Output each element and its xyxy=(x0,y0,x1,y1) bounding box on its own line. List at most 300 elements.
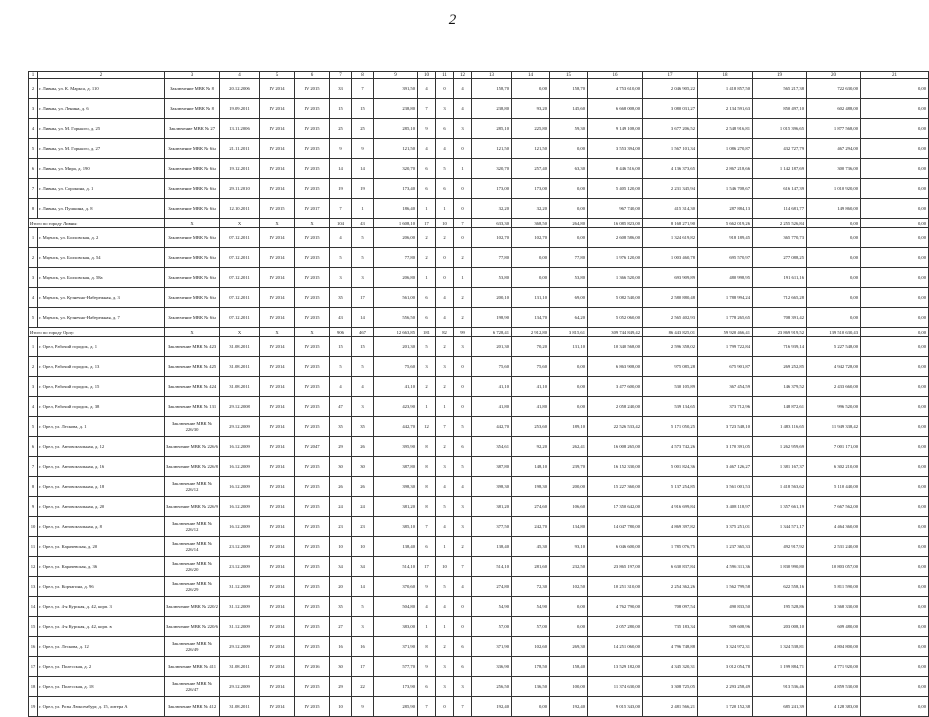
cell-area-municipal: 200,00 xyxy=(550,477,588,497)
cell-rooms-total: 6 xyxy=(418,677,436,697)
cell-area-private: 225,80 xyxy=(512,119,550,139)
cell-residents-total: 10 xyxy=(330,697,352,717)
cell-area-total: 387,80 xyxy=(472,457,512,477)
cell-address: г. Орел, ул. 4-я Курская, д. 42, корп. 3 xyxy=(38,597,165,617)
cell-address: г. Орел, ул. Лескова, д. 1 xyxy=(38,417,165,437)
cell-cost-local: 23 869 919,52 xyxy=(753,328,807,337)
cell-cost-fund: 4 916 699,84 xyxy=(643,497,698,517)
cell-cost-extra: 0,00 xyxy=(807,288,861,308)
cell-area-total: 238,80 xyxy=(472,99,512,119)
cell-rooms-municipal: 1 xyxy=(454,159,472,179)
cell-cost-extra: 7 001 171,00 xyxy=(807,437,861,457)
cell-rooms-municipal: 7 xyxy=(454,557,472,577)
cell-cost-region: 287 884,13 xyxy=(698,199,753,219)
cell-cost-fund: 1 785 076,75 xyxy=(643,537,698,557)
cell-cost-local: 1 015 396,65 xyxy=(753,119,807,139)
cell-row-number: 3 xyxy=(29,377,38,397)
cell-quarter-end: IV 2015 xyxy=(295,308,330,328)
cell-rooms-private: 4 xyxy=(436,597,454,617)
cell-document-date: 29.11.2010 xyxy=(220,179,260,199)
cell-quarter-start: IV 2014 xyxy=(260,417,295,437)
cell-rooms-municipal: 7 xyxy=(454,697,472,717)
cell-cost-fund: 5 171 050,25 xyxy=(643,417,698,437)
cell-document-date: 07.12.2011 xyxy=(220,248,260,268)
cell-row-number: 9 xyxy=(29,497,38,517)
cell-residents-total: 43 xyxy=(330,308,352,328)
cell-document-date: 23.12.2009 xyxy=(220,557,260,577)
table-row xyxy=(29,597,929,617)
cell-cost-other: 0,00 xyxy=(861,119,929,139)
cell-cost-local: 203 008,10 xyxy=(753,617,807,637)
cell-row-number: 4 xyxy=(29,288,38,308)
cell-cost-local: 716 939,14 xyxy=(753,337,807,357)
cell-total-area: 395,90 xyxy=(374,437,418,457)
cell-quarter-end: IV 2015 xyxy=(295,139,330,159)
cell-cost-extra: 0,00 xyxy=(807,228,861,248)
subtotal-label: Итого по городу Ливны: xyxy=(29,219,165,228)
cell-document-date: 07.12.2011 xyxy=(220,308,260,328)
cell-quarter-start: IV 2014 xyxy=(260,697,295,717)
cell-document-date: 16.12.2009 xyxy=(220,497,260,517)
cell-quarter-end: IV 2016 xyxy=(295,657,330,677)
cell-area-total: 514,10 xyxy=(472,557,512,577)
cell-total-area: 186,40 xyxy=(374,199,418,219)
cell-document: Заключение МВК № 6/н xyxy=(165,139,220,159)
cell-document: Заключение МВК № 226/30 xyxy=(165,417,220,437)
cell-document-date: 29.12.2009 xyxy=(220,417,260,437)
cell-cost-fund: 3 677 206,52 xyxy=(643,119,698,139)
cell-document-date: 31.08.2011 xyxy=(220,377,260,397)
cell-rooms-municipal: 2 xyxy=(454,537,472,557)
cell-rooms-municipal: 6 xyxy=(454,437,472,457)
cell-total-area: 285,90 xyxy=(374,697,418,717)
cell-cost-region: 3 324 972,31 xyxy=(698,637,753,657)
cell-rooms-municipal: 4 xyxy=(454,79,472,99)
cell-total-area: 504,80 xyxy=(374,597,418,617)
cell-quarter-end: IV 2015 xyxy=(295,517,330,537)
cell-area-total: 77,80 xyxy=(472,248,512,268)
cell-rooms-private: 4 xyxy=(436,477,454,497)
cell-rooms-total: 8 xyxy=(418,637,436,657)
cell-rooms-total: 9 xyxy=(418,577,436,597)
cell-rooms-total: 6 xyxy=(418,179,436,199)
cell-residents-total: 34 xyxy=(330,557,352,577)
cell-area-private: 93,20 xyxy=(512,99,550,119)
cell-row-number: 7 xyxy=(29,457,38,477)
cell-cost-region: 1 778 265,65 xyxy=(698,308,753,328)
cell-cost-region: 1 720 152,38 xyxy=(698,697,753,717)
cell-total-area: 442,70 xyxy=(374,417,418,437)
cell-cost-other: 0,00 xyxy=(861,617,929,637)
cell-cost-local: 1 381 167,37 xyxy=(753,457,807,477)
cell-cost-fund: 8 168 271,90 xyxy=(643,219,698,228)
table-row xyxy=(29,248,929,268)
cell-document-date: 13.11.2006 xyxy=(220,119,260,139)
cell-area-total: 354,61 xyxy=(472,437,512,457)
table-row xyxy=(29,537,929,557)
cell-area-private: 134,70 xyxy=(512,308,550,328)
housing-resettlement-table xyxy=(28,71,929,717)
cell-document: Заключение МВК № 226/29 xyxy=(165,577,220,597)
cell-quarter-end: IV 2015 xyxy=(295,497,330,517)
cell-rooms-private: 3 xyxy=(436,357,454,377)
cell-quarter-end: IV 2015 xyxy=(295,288,330,308)
cell-cost-other: 0,00 xyxy=(861,537,929,557)
column-number-5: 5 xyxy=(260,72,295,79)
cell-total-area: 577,70 xyxy=(374,657,418,677)
cell-cost-local: 1 830 990,80 xyxy=(753,557,807,577)
cell-residents-total: 30 xyxy=(330,457,352,477)
cell-residents-relocated: 14 xyxy=(352,159,374,179)
cell-quarter-start: IV 2014 xyxy=(260,268,295,288)
cell-row-number: 13 xyxy=(29,577,38,597)
cell-row-number: 4 xyxy=(29,397,38,417)
cell-cost-local: 1 418 563,62 xyxy=(753,477,807,497)
cell-area-private: 57,00 xyxy=(512,617,550,637)
cell-cost-region: 367 454,59 xyxy=(698,377,753,397)
cell-rooms-total: 1 xyxy=(418,199,436,219)
cell-quarter-end: IV 2015 xyxy=(295,577,330,597)
cell-quarter-start: IV 2014 xyxy=(260,477,295,497)
cell-area-total: 6 728,41 xyxy=(472,328,512,337)
cell-cost-region: 5 662 019,26 xyxy=(698,219,753,228)
cell-rooms-municipal: 99 xyxy=(454,328,472,337)
cell-rooms-private: 3 xyxy=(436,657,454,677)
cell-rooms-total: 8 xyxy=(418,477,436,497)
cell-cost-other: 0,00 xyxy=(861,557,929,577)
cell-cost-other: 0,00 xyxy=(861,179,929,199)
cell-residents-total: 30 xyxy=(330,657,352,677)
cell-cost-region: 1 799 722,84 xyxy=(698,337,753,357)
cell-cost-fund: 4 573 742,26 xyxy=(643,437,698,457)
cell-rooms-total: 7 xyxy=(418,99,436,119)
cell-cost-fund: 1 567 101,34 xyxy=(643,139,698,159)
cell-cost-extra: 609 480,00 xyxy=(807,617,861,637)
cell-quarter-end: X xyxy=(295,219,330,228)
cell-cost-total: 11 374 630,00 xyxy=(588,677,643,697)
cell-row-number: 11 xyxy=(29,537,38,557)
cell-row-number: 1 xyxy=(29,337,38,357)
cell-rooms-total: 2 xyxy=(418,248,436,268)
cell-row-number: 3 xyxy=(29,268,38,288)
cell-cost-local: 913 536,46 xyxy=(753,677,807,697)
column-number-18: 18 xyxy=(698,72,753,79)
cell-area-municipal: 3 815,61 xyxy=(550,328,588,337)
cell-area-municipal: 0,00 xyxy=(550,199,588,219)
cell-cost-total: 4 762 790,00 xyxy=(588,597,643,617)
cell-residents-relocated: 5 xyxy=(352,597,374,617)
cell-cost-extra: 4 859 530,00 xyxy=(807,677,861,697)
cell-address: г. Орел, Рабочий городок, д. 1 xyxy=(38,337,165,357)
cell-row-number: 1 xyxy=(29,228,38,248)
cell-residents-total: 15 xyxy=(330,99,352,119)
table-row xyxy=(29,697,929,717)
cell-cost-region: 2 134 591,63 xyxy=(698,99,753,119)
cell-total-area: 320,70 xyxy=(374,159,418,179)
cell-cost-fund: 86 443 825,01 xyxy=(643,328,698,337)
cell-cost-total: 14 251 060,00 xyxy=(588,637,643,657)
cell-rooms-municipal: 3 xyxy=(454,497,472,517)
cell-cost-total: 5 405 120,00 xyxy=(588,179,643,199)
cell-quarter-start: IV 2014 xyxy=(260,159,295,179)
cell-area-municipal: 189,10 xyxy=(550,417,588,437)
cell-cost-fund: 4 869 397,82 xyxy=(643,517,698,537)
cell-document-date: X xyxy=(220,328,260,337)
cell-cost-total: 8 446 516,00 xyxy=(588,159,643,179)
cell-row-number: 2 xyxy=(29,357,38,377)
cell-cost-other: 0,00 xyxy=(861,159,929,179)
cell-cost-extra: 4 942 728,00 xyxy=(807,357,861,377)
cell-area-private: 368,50 xyxy=(512,219,550,228)
cell-area-municipal: 192,40 xyxy=(550,697,588,717)
subtotal-row xyxy=(29,328,929,337)
cell-rooms-private: 4 xyxy=(436,288,454,308)
cell-residents-relocated: 34 xyxy=(352,557,374,577)
cell-rooms-total: 8 xyxy=(418,437,436,457)
cell-area-municipal: 93,10 xyxy=(550,537,588,557)
cell-rooms-private: 3 xyxy=(436,457,454,477)
cell-total-area: 121,50 xyxy=(374,139,418,159)
cell-area-private: 178,50 xyxy=(512,657,550,677)
cell-quarter-start: IV 2014 xyxy=(260,139,295,159)
cell-address: г. Мценск, ул. Кузнечно-Набережная, д. 3 xyxy=(38,288,165,308)
column-number-6: 6 xyxy=(295,72,330,79)
cell-cost-total: 9 015 343,00 xyxy=(588,697,643,717)
cell-cost-region: 675 901,87 xyxy=(698,357,753,377)
cell-address: г. Ливны, ул. Пушкина, д. 8 xyxy=(38,199,165,219)
cell-document-date: 31.12.2009 xyxy=(220,597,260,617)
column-number-7: 7 xyxy=(330,72,352,79)
cell-area-municipal: 134,80 xyxy=(550,517,588,537)
cell-residents-relocated: 43 xyxy=(352,219,374,228)
cell-cost-local: 195 528,86 xyxy=(753,597,807,617)
cell-rooms-private: 3 xyxy=(436,677,454,697)
cell-quarter-start: IV 2014 xyxy=(260,377,295,397)
cell-cost-fund: 6 630 837,84 xyxy=(643,557,698,577)
cell-residents-relocated: 5 xyxy=(352,248,374,268)
cell-rooms-total: 4 xyxy=(418,139,436,159)
cell-cost-local: 685 241,39 xyxy=(753,697,807,717)
cell-rooms-private: 5 xyxy=(436,497,454,517)
cell-cost-extra: 5 811 590,00 xyxy=(807,577,861,597)
cell-quarter-start: IV 2014 xyxy=(260,337,295,357)
cell-rooms-total: 7 xyxy=(418,697,436,717)
cell-document: Заключение МВК № 226/12 xyxy=(165,477,220,497)
cell-area-private: 242,70 xyxy=(512,517,550,537)
cell-rooms-total: 4 xyxy=(418,597,436,617)
cell-cost-total: 14 047 780,00 xyxy=(588,517,643,537)
cell-document: Заключение МВК № 220/2 xyxy=(165,597,220,617)
cell-address: г. Орел, ул. Автовокзальная, д. 16 xyxy=(38,457,165,477)
cell-rooms-municipal: 4 xyxy=(454,577,472,597)
cell-area-total: 442,70 xyxy=(472,417,512,437)
cell-row-number: 12 xyxy=(29,557,38,577)
cell-row-number: 10 xyxy=(29,517,38,537)
cell-rooms-municipal: 5 xyxy=(454,417,472,437)
cell-residents-total: 24 xyxy=(330,497,352,517)
cell-cost-other: 0,00 xyxy=(861,637,929,657)
cell-address: г. Орел, ул. Автовокзальная, д. 12 xyxy=(38,437,165,457)
cell-total-area: 75,60 xyxy=(374,357,418,377)
cell-cost-region: 3 467 126,27 xyxy=(698,457,753,477)
cell-document: Заключение МВК № 226/8 xyxy=(165,457,220,477)
cell-area-private: 41,10 xyxy=(512,377,550,397)
cell-cost-local: 492 917,92 xyxy=(753,537,807,557)
cell-rooms-private: 1 xyxy=(436,199,454,219)
cell-total-area: 285,10 xyxy=(374,119,418,139)
cell-residents-total: 104 xyxy=(330,219,352,228)
cell-cost-extra: 139 510 630,43 xyxy=(807,328,861,337)
cell-cost-total: 16 152 330,00 xyxy=(588,457,643,477)
cell-rooms-private: 0 xyxy=(436,697,454,717)
cell-rooms-municipal: 0 xyxy=(454,357,472,377)
table-row xyxy=(29,99,929,119)
cell-cost-total: 2 608 586,00 xyxy=(588,228,643,248)
cell-cost-extra: 0,00 xyxy=(807,248,861,268)
cell-cost-total: 9 149 108,00 xyxy=(588,119,643,139)
cell-cost-region: 918 189,45 xyxy=(698,228,753,248)
cell-cost-region: 4 596 311,36 xyxy=(698,557,753,577)
cell-cost-local: 1 199 884,71 xyxy=(753,657,807,677)
cell-cost-fund: 3 080 031,27 xyxy=(643,99,698,119)
cell-document-date: 31.08.2011 xyxy=(220,357,260,377)
table-row xyxy=(29,139,929,159)
cell-rooms-total: 7 xyxy=(418,517,436,537)
cell-cost-total: 23 865 197,00 xyxy=(588,557,643,577)
cell-document-date: 19.12.2011 xyxy=(220,159,260,179)
cell-quarter-start: IV 2014 xyxy=(260,397,295,417)
cell-total-area: 173,40 xyxy=(374,179,418,199)
cell-total-area: 398,30 xyxy=(374,477,418,497)
cell-address: г. Мценск, ул. Болховская, д. 2 xyxy=(38,228,165,248)
cell-total-area: 238,80 xyxy=(374,99,418,119)
cell-residents-total: 4 xyxy=(330,228,352,248)
cell-address: г. Орел, ул. Карачевская, д. 36 xyxy=(38,557,165,577)
cell-cost-fund: 4 136 373,65 xyxy=(643,159,698,179)
cell-area-municipal: 0,00 xyxy=(550,357,588,377)
column-number-3: 3 xyxy=(165,72,220,79)
cell-area-private: 41,80 xyxy=(512,397,550,417)
cell-rooms-total: 12 xyxy=(418,417,436,437)
cell-area-private: 198,30 xyxy=(512,477,550,497)
cell-area-municipal: 0,00 xyxy=(550,397,588,417)
cell-quarter-end: IV 2015 xyxy=(295,159,330,179)
cell-document-date: 29.12.2009 xyxy=(220,637,260,657)
column-number-16: 16 xyxy=(588,72,643,79)
cell-residents-total: 23 xyxy=(330,517,352,537)
cell-rooms-private: 4 xyxy=(436,139,454,159)
cell-residents-total: 16 xyxy=(330,637,352,657)
cell-area-total: 198,90 xyxy=(472,308,512,328)
cell-quarter-start: X xyxy=(260,219,295,228)
cell-residents-total: 3 xyxy=(330,268,352,288)
cell-rooms-total: 1 xyxy=(418,397,436,417)
cell-cost-region: 1 546 708,67 xyxy=(698,179,753,199)
cell-total-area: 391,50 xyxy=(374,79,418,99)
cell-residents-relocated: 3 xyxy=(352,268,374,288)
cell-cost-local: 1 483 116,65 xyxy=(753,417,807,437)
cell-rooms-total: 5 xyxy=(418,337,436,357)
cell-cost-extra: 722 630,00 xyxy=(807,79,861,99)
cell-area-private: 72,30 xyxy=(512,577,550,597)
cell-cost-extra: 3 368 330,00 xyxy=(807,597,861,617)
cell-area-municipal: 262,41 xyxy=(550,437,588,457)
page-number: 2 xyxy=(448,12,457,28)
cell-cost-other: 0,00 xyxy=(861,677,929,697)
cell-row-number: 5 xyxy=(29,308,38,328)
cell-cost-fund: 2 596 358,02 xyxy=(643,337,698,357)
cell-cost-local: 850 497,10 xyxy=(753,99,807,119)
cell-total-area: 370,60 xyxy=(374,577,418,597)
cell-residents-relocated: 19 xyxy=(352,179,374,199)
cell-rooms-total: 6 xyxy=(418,288,436,308)
cell-total-area: 206,00 xyxy=(374,228,418,248)
cell-rooms-municipal: 3 xyxy=(454,119,472,139)
table-row xyxy=(29,497,929,517)
cell-residents-relocated: 15 xyxy=(352,337,374,357)
cell-cost-total: 6 046 600,00 xyxy=(588,537,643,557)
cell-cost-total: 17 350 642,00 xyxy=(588,497,643,517)
column-number-11: 11 xyxy=(436,72,454,79)
cell-quarter-end: IV 2015 xyxy=(295,377,330,397)
cell-area-municipal: 0,00 xyxy=(550,179,588,199)
cell-area-private: 281,60 xyxy=(512,557,550,577)
cell-quarter-start: IV 2014 xyxy=(260,179,295,199)
cell-cost-other: 0,00 xyxy=(861,397,929,417)
cell-cost-fund: 3 308 725,05 xyxy=(643,677,698,697)
table-row xyxy=(29,357,929,377)
cell-document: Заключение МВК № 226/9 xyxy=(165,497,220,517)
cell-quarter-start: IV 2015 xyxy=(260,199,295,219)
table-row xyxy=(29,308,929,328)
cell-quarter-start: IV 2014 xyxy=(260,617,295,637)
cell-quarter-start: IV 2014 xyxy=(260,119,295,139)
cell-residents-total: 20 xyxy=(330,577,352,597)
cell-document-date: 31.12.2009 xyxy=(220,617,260,637)
cell-cost-fund: 1 003 460,78 xyxy=(643,248,698,268)
cell-quarter-start: IV 2014 xyxy=(260,437,295,457)
cell-rooms-total: 181 xyxy=(418,328,436,337)
cell-document: Заключение МВК № 6/н xyxy=(165,268,220,288)
cell-cost-fund: 2 254 362,26 xyxy=(643,577,698,597)
column-number-14: 14 xyxy=(512,72,550,79)
cell-quarter-start: IV 2014 xyxy=(260,248,295,268)
cell-cost-region: 1 788 994,24 xyxy=(698,288,753,308)
cell-area-total: 192,40 xyxy=(472,697,512,717)
cell-row-number: 2 xyxy=(29,248,38,268)
cell-area-private: 45,30 xyxy=(512,537,550,557)
cell-area-municipal: 0,00 xyxy=(550,228,588,248)
column-number-9: 9 xyxy=(374,72,418,79)
table-row xyxy=(29,159,929,179)
cell-residents-relocated: 4 xyxy=(352,377,374,397)
cell-area-municipal: 64,20 xyxy=(550,308,588,328)
cell-area-total: 173,00 xyxy=(472,179,512,199)
cell-rooms-municipal: 4 xyxy=(454,477,472,497)
cell-residents-total: 7 xyxy=(330,199,352,219)
cell-cost-total: 5 052 060,00 xyxy=(588,308,643,328)
cell-row-number: 17 xyxy=(29,657,38,677)
cell-area-total: 53,80 xyxy=(472,268,512,288)
subtotal-label: Итого по городу Орлу: xyxy=(29,328,165,337)
cell-area-private: 102,60 xyxy=(512,637,550,657)
table-row xyxy=(29,288,929,308)
cell-residents-relocated: 14 xyxy=(352,308,374,328)
cell-residents-total: 14 xyxy=(330,159,352,179)
cell-quarter-end: IV 2015 xyxy=(295,397,330,417)
cell-cost-local: 1 344 571,17 xyxy=(753,517,807,537)
cell-area-private: 75,60 xyxy=(512,357,550,377)
